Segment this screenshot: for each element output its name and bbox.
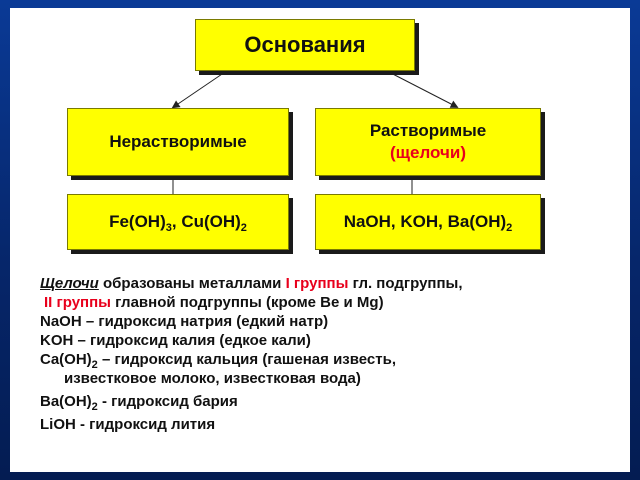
text-line-lioh: LiOH - гидроксид лития: [40, 416, 216, 433]
formula-separator: ,: [171, 212, 182, 231]
text-line-naoh: NaOH – гидроксид натрия (едкий натр): [40, 313, 329, 330]
arrow-to-soluble: [385, 70, 455, 106]
description-text: [40, 274, 630, 434]
formula-soluble-sub: 2: [506, 222, 513, 234]
caoh2-formula: Ca(OH): [40, 351, 92, 368]
bases-title: Основания: [244, 32, 366, 57]
soluble-box: [315, 108, 541, 176]
soluble-examples-box: [315, 194, 541, 250]
soluble-examples-formula: [344, 212, 513, 232]
bases-title-box: [195, 19, 415, 71]
text-line-koh: KOH – гидроксид калия (едкое кали): [40, 332, 311, 349]
baoh2-desc: - гидроксид бария: [97, 393, 238, 410]
text-line-baoh2: [40, 392, 630, 411]
insoluble-label: Нерастворимые: [109, 132, 247, 151]
text-line-1-part-b: гл. подгруппы,: [348, 275, 463, 292]
insoluble-examples-box: [67, 194, 289, 250]
formula-fe: Fe(OH): [109, 212, 166, 231]
alkali-word: Щелочи: [40, 275, 99, 292]
formula-cu: Cu(OH): [181, 212, 241, 231]
caoh2-sub: 2: [91, 359, 98, 371]
caoh2-desc: – гидроксид кальция (гашеная известь,: [97, 351, 396, 368]
text-line-1: [40, 274, 630, 293]
group-ii-label: II группы: [44, 294, 111, 311]
formula-soluble-main: NaOH, KOH, Ba(OH): [343, 212, 507, 231]
baoh2-formula: Ba(OH): [40, 393, 92, 410]
baoh2-sub: 2: [91, 401, 98, 413]
soluble-sublabel: (щелочи): [390, 143, 466, 162]
insoluble-box: [67, 108, 289, 176]
formula-fe-sub: 3: [165, 222, 172, 234]
text-line-caoh2: [40, 350, 630, 369]
text-line-2: [40, 293, 630, 312]
text-line-2-part-b: главной подгруппы (кроме Be и Mg): [111, 294, 384, 311]
group-i-label: I группы: [285, 275, 349, 292]
formula-cu-sub: 2: [240, 222, 247, 234]
slide: [10, 8, 630, 472]
insoluble-examples-formula: [109, 212, 247, 232]
text-line-1-part-a: образованы металлами: [98, 275, 286, 292]
text-line-caoh2-cont: известковое молоко, известковая вода): [64, 370, 361, 387]
arrow-to-insoluble: [175, 70, 228, 106]
soluble-label: Растворимые: [369, 121, 487, 140]
